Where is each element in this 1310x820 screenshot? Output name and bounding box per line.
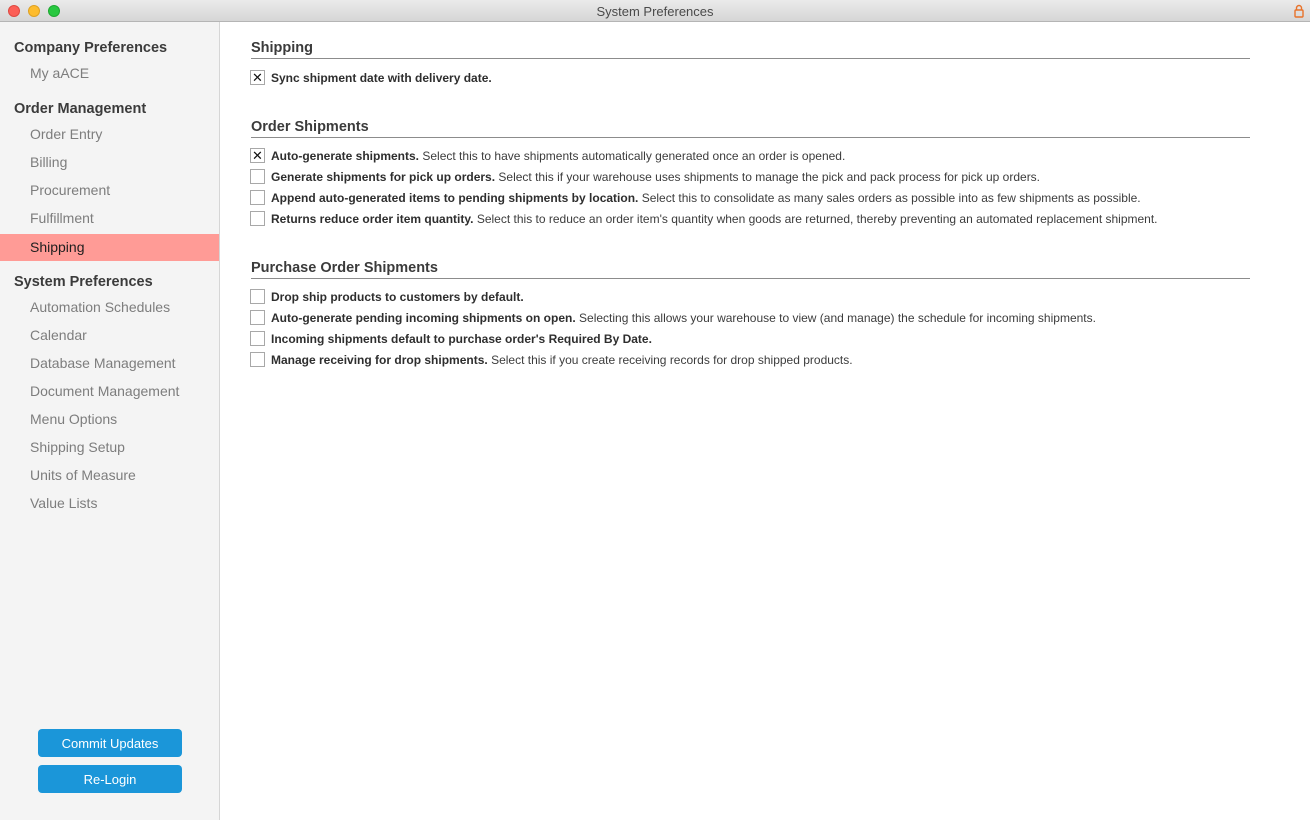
checkbox-sync-shipment-date[interactable]: ✕ [250, 70, 265, 85]
sidebar-item-shipping[interactable]: Shipping [0, 234, 219, 261]
checkbox-returns-reduce-quantity[interactable] [250, 211, 265, 226]
re-login-button[interactable]: Re-Login [38, 765, 182, 793]
lock-icon [1294, 4, 1304, 18]
option-description: Select this if you create receiving records for drop shipped products. [491, 353, 853, 367]
checkbox-incoming-required-by-date[interactable] [250, 331, 265, 346]
checkbox-append-auto-generated-items[interactable] [250, 190, 265, 205]
option-label: Append auto-generated items to pending shipments by location. [271, 191, 639, 205]
sidebar-item-automation-schedules[interactable]: Automation Schedules [30, 299, 171, 315]
sidebar-item-fulfillment[interactable]: Fulfillment [30, 210, 94, 226]
option-description: Select this to reduce an order item's quantity when goods are returned, thereby preventing an automated replacement shipment. [476, 212, 1158, 226]
sidebar-item-procurement[interactable]: Procurement [30, 182, 111, 198]
section-title-order-shipments: Order Shipments [251, 119, 1250, 138]
sidebar-item-units-of-measure[interactable]: Units of Measure [30, 467, 136, 483]
option-label: Incoming shipments default to purchase order's Required By Date. [271, 332, 652, 346]
section-title-shipping: Shipping [251, 40, 1250, 59]
checkbox-auto-generate-incoming[interactable] [250, 310, 265, 325]
commit-updates-button[interactable]: Commit Updates [38, 729, 182, 757]
option-description: Select this if your warehouse uses shipments to manage the pick and pack process for pick up orders. [498, 170, 1041, 184]
window-title: System Preferences [596, 4, 714, 19]
checkbox-auto-generate-shipments[interactable]: ✕ [250, 148, 265, 163]
option-description: Select this to consolidate as many sales orders as possible into as few shipments as possible. [641, 191, 1141, 205]
sidebar-item-my-aace[interactable]: My aACE [30, 65, 90, 81]
sidebar-item-database-management[interactable]: Database Management [30, 355, 176, 371]
preferences-panel [250, 22, 1250, 820]
sidebar [0, 22, 220, 820]
option-label: Manage receiving for drop shipments. [271, 353, 488, 367]
checkbox-manage-drop-receiving[interactable] [250, 352, 265, 367]
sidebar-group-company-preferences: Company Preferences [14, 40, 168, 56]
option-label: Auto-generate shipments. [271, 149, 420, 163]
sidebar-item-calendar[interactable]: Calendar [30, 327, 87, 343]
section-title-purchase-order-shipments: Purchase Order Shipments [251, 260, 1250, 279]
option-description: Select this to have shipments automatically generated once an order is opened. [422, 149, 846, 163]
option-label: Sync shipment date with delivery date. [271, 71, 492, 85]
checkbox-generate-pick-up-shipments[interactable] [250, 169, 265, 184]
option-label: Generate shipments for pick up orders. [271, 170, 496, 184]
sidebar-item-menu-options[interactable]: Menu Options [30, 411, 118, 427]
sidebar-item-billing[interactable]: Billing [30, 154, 68, 170]
sidebar-item-document-management[interactable]: Document Management [30, 383, 180, 399]
option-label: Auto-generate pending incoming shipments on open. [271, 311, 576, 325]
sidebar-group-system-preferences: System Preferences [14, 274, 153, 290]
sidebar-item-order-entry[interactable]: Order Entry [30, 126, 103, 142]
title-bar [0, 0, 1310, 22]
sidebar-item-value-lists[interactable]: Value Lists [30, 495, 98, 511]
checkbox-drop-ship-default[interactable] [250, 289, 265, 304]
sidebar-group-order-management: Order Management [14, 101, 147, 117]
option-label: Returns reduce order item quantity. [271, 212, 474, 226]
option-label: Drop ship products to customers by default. [271, 290, 524, 304]
option-description: Selecting this allows your warehouse to view (and manage) the schedule for incoming shipments. [579, 311, 1096, 325]
sidebar-item-shipping-setup[interactable]: Shipping Setup [30, 439, 125, 455]
